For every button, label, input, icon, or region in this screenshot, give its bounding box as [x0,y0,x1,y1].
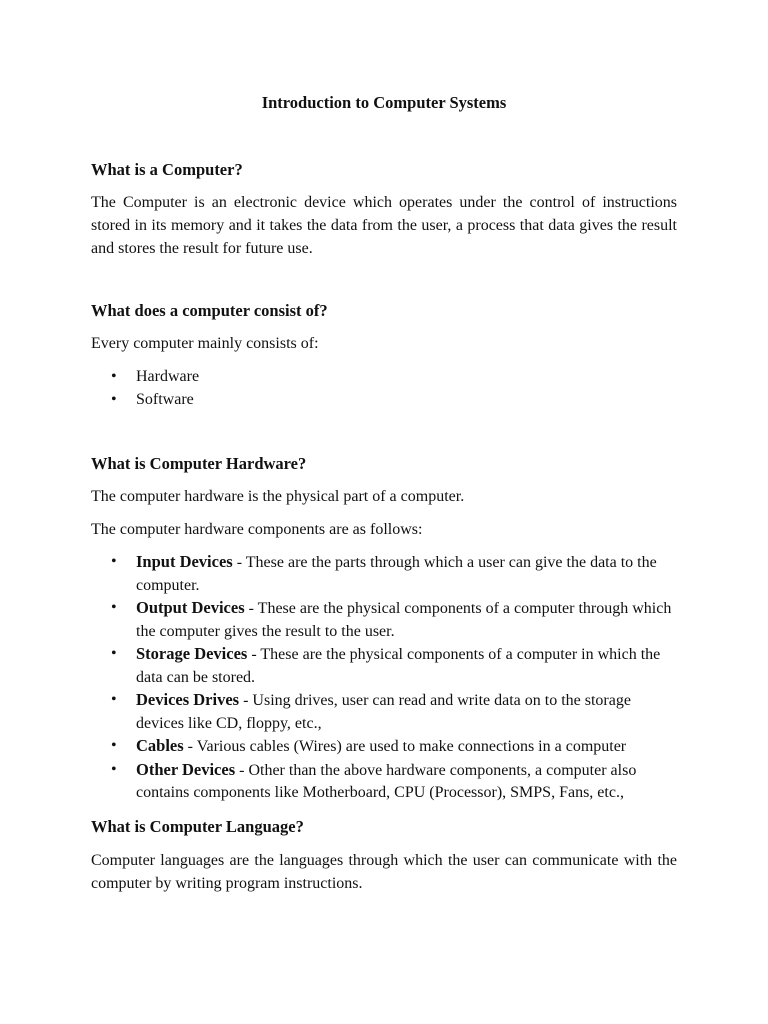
component-description: - Various cables (Wires) are used to make connections in a computer [183,738,627,755]
component-description: - These are the physical components of a computer through which the computer gives the result to the user. [136,600,672,640]
list-item-text: Hardware [136,368,200,385]
list-item [91,759,677,805]
bullet-icon [111,689,121,712]
list-item [91,643,677,689]
component-description: - Other than the above hardware components, a computer also contains components like Motherboard, CPU (Processor), SMPS, Fans, etc., [136,761,637,801]
component-term: Output Devices [136,598,245,617]
bullet-icon [111,735,121,758]
document-title: Introduction to Computer Systems [261,93,507,112]
bullet-icon [111,388,121,411]
list-item [91,365,677,388]
bullet-icon [111,759,121,782]
heading-consist-of: What does a computer consist of? [91,301,328,320]
bullet-icon [111,365,121,388]
component-term: Other Devices [136,759,236,779]
heading-what-is-computer: What is a Computer? [91,160,243,179]
paragraph-language: Computer languages are the languages through which the user can communicate with the computer by writing program instructions. [91,851,677,892]
component-description: - Using drives, user can read and write data on to the storage devices like CD, floppy, etc., [136,692,631,732]
bullet-icon [111,643,121,666]
list-item-text: Software [136,391,194,408]
component-description: - These are the parts through which a user can give the data to the computer. [136,554,657,594]
paragraph-consist-of-intro: Every computer mainly consists of: [91,335,319,352]
hardware-components-list [91,551,677,805]
list-item [91,689,677,735]
bullet-icon [111,551,121,574]
component-term: Devices Drives [136,690,240,709]
component-term: Input Devices [136,552,233,571]
component-description: - These are the physical components of a computer in which the data can be stored. [136,646,661,686]
list-item [91,551,677,597]
heading-language: What is Computer Language? [91,816,304,836]
component-term: Storage Devices [136,644,248,663]
list-item [91,735,677,759]
paragraph-hardware-intro: The computer hardware components are as follows: [91,521,423,538]
list-item [91,388,677,411]
paragraph-hardware-definition: The computer hardware is the physical part of a computer. [91,488,465,505]
component-term: Cables [136,736,184,755]
consist-of-list [91,365,677,411]
list-item [91,597,677,643]
paragraph-what-is-computer: The Computer is an electronic device which operates under the control of instructions stored in its memory and it takes the data from the user, a process that data gives the result and stores the result for future use. [91,194,677,257]
document-body [91,92,677,895]
heading-hardware: What is Computer Hardware? [91,454,307,473]
bullet-icon [111,597,121,620]
